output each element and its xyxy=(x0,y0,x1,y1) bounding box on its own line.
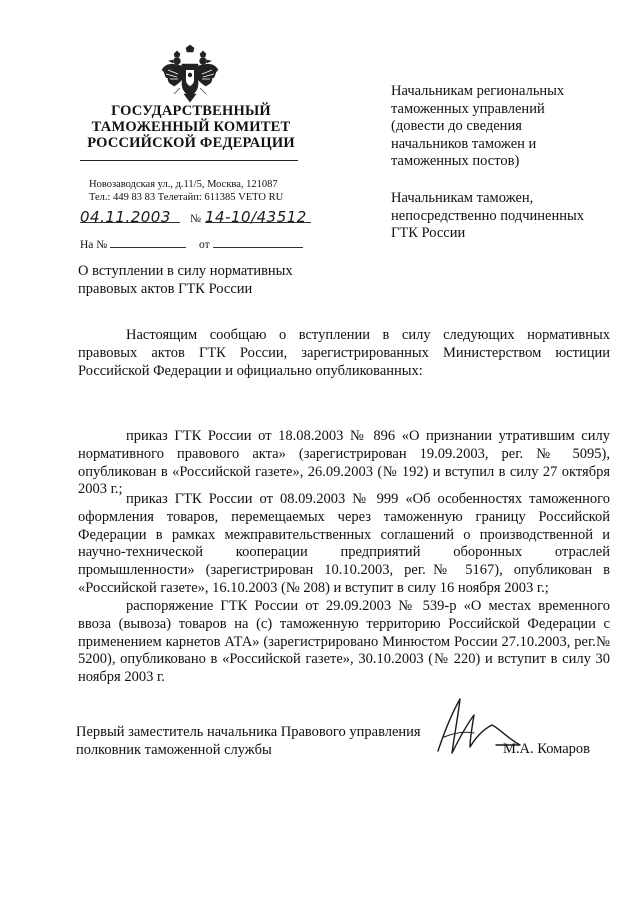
reference-number-label: На № xyxy=(80,239,108,251)
reference-line xyxy=(80,236,312,251)
header-divider xyxy=(80,160,298,161)
signatory-position-line-1: Первый заместитель начальника Правового управления xyxy=(76,724,421,740)
body-intro: Настоящим сообщаю о вступлении в силу следующих нормативных правовых актов ГТК России, зарегистрированных Министерством юстиции Российской Федерации и официально опубликованных: xyxy=(78,327,610,379)
number-label: № xyxy=(190,213,201,225)
letter-subject: О вступлении в силу нормативных правовых актов ГТК России xyxy=(78,263,293,297)
reference-date-blank xyxy=(213,236,303,248)
sender-org-line-3: РОССИЙСКОЙ ФЕДЕРАЦИИ xyxy=(87,135,295,151)
sender-org-line-1: ГОСУДАРСТВЕННЫЙ xyxy=(111,103,271,119)
recipient-customs: Начальникам таможен, непосредственно подчиненных ГТК России xyxy=(391,190,584,241)
recipient-regional: Начальникам региональных таможенных управлений (довести до сведения начальников таможен и таможенных постов) xyxy=(391,83,565,169)
sender-contacts: Тел.: 449 83 83 Телетайп: 611385 VETO RU xyxy=(89,192,284,203)
sender-address: Новозаводская ул., д.11/5, Москва, 121087 xyxy=(89,179,278,190)
body-item-1: приказ ГТК России от 18.08.2003 № 896 «О признании утратившим силу нормативного правового акта» (зарегистрирован 19.09.2003, рег. № 5095), опубликован в «Российской газете», 26.09.2003 (№ 192) и вступил в силу 27 октября 2003 г.; xyxy=(78,428,610,498)
sender-org-line-2: ТАМОЖЕННЫЙ КОМИТЕТ xyxy=(91,119,291,135)
double-headed-eagle-emblem-icon xyxy=(160,44,220,106)
registration-line xyxy=(80,208,312,227)
signatory-position-line-2: полковник таможенной службы xyxy=(76,741,272,758)
signatory-position xyxy=(76,724,421,759)
reference-from-label: от xyxy=(199,239,210,251)
body-item-2: приказ ГТК России от 08.09.2003 № 999 «Об особенностях таможенного оформления товаров, перемещаемых через таможенную границу Российской Федерации в рамках межправительственных соглашений о производственной и научно-технической кооперации предприятий оборонных отраслей промышленности» (зарегистрирован 10.10.2003, рег.№ 5167), опубликован в «Российской газете», 16.10.2003 (№ 208) и вступит в силу 16 ноября 2003 г.; xyxy=(78,491,610,596)
signatory-name: М.А. Комаров xyxy=(503,741,591,757)
registration-number: 14-10/43512 xyxy=(205,208,311,223)
registration-date: 04.11.2003 xyxy=(80,208,180,223)
reference-number-blank xyxy=(110,236,186,248)
body-item-3: распоряжение ГТК России от 29.09.2003 № 539-р «О местах временного ввоза (вывоза) товаров на (с) таможенную территорию Российской Федерации с применением карнетов АТА» (зарегистрировано Минюстом России 27.10.2003, рег.№ 5200), опубликовано в «Российской газете», 30.10.2003 (№ 220) и вступит в силу 30 ноября 2003 г. xyxy=(78,598,610,686)
